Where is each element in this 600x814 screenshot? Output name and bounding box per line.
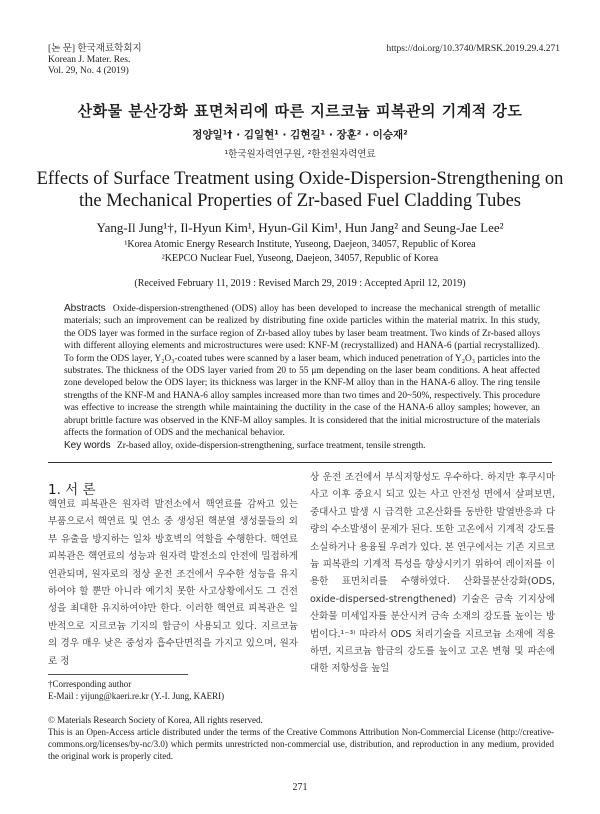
affiliation-line: ²KEPCO Nuclear Fuel, Yuseong, Daejeon, 34057, Republic of Korea xyxy=(161,253,439,264)
korean-authors: 정양일¹† · 김일현¹ · 김현길¹ · 장훈² · 이승재² xyxy=(192,129,408,141)
license-text: This is an Open-Access article distributed under the terms of the Creative Commons Attribution Non-Commercial License (http://creative-commons.org/licenses/by-nc/3.0) which permits unrestricted non-commercial use, distribution, and reproduction in any medium, provided the original work is properly cited. xyxy=(48,727,554,761)
abstract-label: Abstracts xyxy=(64,303,106,314)
affiliation-line: ¹Korea Atomic Energy Research Institute, Yuseong, Daejeon, 34057, Republic of Korea xyxy=(124,239,476,250)
author-email: E-Mail : yijung@kaeri.re.kr (Y.-I. Jung, KAERI) xyxy=(48,691,225,701)
divider xyxy=(48,462,552,463)
copyright-line: © Materials Research Society of Korea, All rights reserved. xyxy=(48,715,263,725)
section-heading: 1. 서 론 xyxy=(48,482,96,498)
corresponding-author: †Corresponding author xyxy=(48,679,132,689)
footnote-divider xyxy=(48,674,188,675)
body-column-left xyxy=(48,496,298,670)
copyright-notice xyxy=(48,714,554,762)
page-number: 271 xyxy=(292,782,308,793)
body-text: 핵연료 피복관은 원자력 발전소에서 핵연료를 감싸고 있는 부품으로서 핵연료 및 연소 중 생성된 핵분열 생성물들의 외부 유출을 방지하는 일차 방호벽의 역할을 수행한다. 핵연료 피복관은 핵연료의 성능과 원자력 발전소의 안전에 밀접하게 연관되며, 원자로의 정상 운전 조건에서 우수한 성능을 유지하여야 할 뿐만 아니라 예기치 못한 사고상황에서도 그 건전성을 최대한 유지하여야만 한다. 이러한 핵연료 피복관은 일반적으로 지르코늄 기지의 합금이 사용되고 있다. 지르코늄의 경우 매우 낮은 중성자 흡수단면적을 가지고 있으며, 원자로 정 xyxy=(48,499,298,667)
korean-title: 산화물 분산강화 표면처리에 따른 지르코늄 피복관의 기계적 강도 xyxy=(77,102,523,120)
english-authors: Yang-Il Jung¹†, Il-Hyun Kim¹, Hyun-Gil Kim¹, Hun Jang² and Seung-Jae Lee² xyxy=(96,220,504,235)
journal-line: [논 문] 한국재료학회지 xyxy=(48,44,142,54)
keywords xyxy=(64,440,540,451)
abstract xyxy=(64,303,540,439)
history-dates: (Received February 11, 2019 : Revised March 29, 2019 : Accepted April 12, 2019) xyxy=(134,278,466,289)
english-affiliations xyxy=(0,238,600,266)
journal-citation xyxy=(48,44,142,77)
doi-link[interactable]: https://doi.org/10.3740/MRSK.2019.29.4.271 xyxy=(386,44,560,54)
keywords-text: Zr-based alloy, oxide-dispersion-strengthening, surface treatment, tensile strength. xyxy=(117,441,426,451)
body-text: 상 운전 조건에서 부식저항성도 우수하다. 하지만 후쿠시마 사고 이후 중요시 되고 있는 사고 안전성 면에서 살펴보면, 중대사고 발생 시 급격한 고온산화를 동반한 발열반응과 다량의 수소발생이 문제가 된다. 또한 고온에서 기계적 강도를 소실하거나 용융될 우려가 있다. 본 연구에서는 기존 지르코늄 피복관의 기계적 특성을 향상시키기 위하여 레이저를 이용한 표면처리를 수행하였다. 산화물분산강화(ODS, oxide-dispersed-strengthened) 기술은 금속 기지상에 산화물 미세입자를 분산시켜 금속 소재의 강도를 높이는 방법이다.¹⁻³⁾ 따라서 ODS 처리기술을 지르코늄 소재에 적용하면, 지르코늄 합금의 강도를 높이고 고온 변형 및 파손에 대한 저항성을 높일 xyxy=(310,472,555,675)
english-title-line: the Mechanical Properties of Zr-based Fuel Cladding Tubes xyxy=(78,191,521,211)
abstract-text: Oxide-dispersion-strengthened (ODS) alloy has been developed to increase the mechanical strength of metallic materials; such an improvement can be realized by distributing fine oxide particles within the material matrix. In this study, the ODS layer was formed in the surface region of Zr-based alloy tubes by laser beam treatment. Two kinds of Zr-based alloys with different alloying elements and microstructures were used: KNF-M (recrystallized) and HANA-6 (partial recrystallized). To form the ODS layer, Y₂O₃-coated tubes were scanned by a laser beam, which induced penetration of Y₂O₃ particles into the substrates. The thickness of the ODS layer varied from 20 to 55 μm depending on the laser beam conditions. A heat affected zone developed below the ODS layer; its thickness was larger in the KNF-M alloy than in the HANA-6 alloy. The ring tensile strengths of the KNF-M and HANA-6 alloy samples increased more than two times and 20~50%, respectively. This procedure was effective to increase the strength while maintaining the ductility in the case of the HANA-6 alloy samples; however, an abrupt brittle facture was observed in the KNF-M alloy samples. It is considered that the initial microstructure of the materials affects the formation of ODS and the mechanical behavior. xyxy=(64,304,541,439)
journal-line: Korean J. Mater. Res. xyxy=(48,55,131,65)
english-title xyxy=(20,168,580,212)
english-title-line: Effects of Surface Treatment using Oxide-Dispersion-Strengthening on xyxy=(36,169,564,189)
keywords-label: Key words xyxy=(64,440,111,451)
journal-line: Vol. 29, No. 4 (2019) xyxy=(48,66,129,76)
body-column-right xyxy=(310,469,555,678)
korean-affiliations: ¹한국원자력연구원, ²한전원자력연료 xyxy=(224,149,376,160)
